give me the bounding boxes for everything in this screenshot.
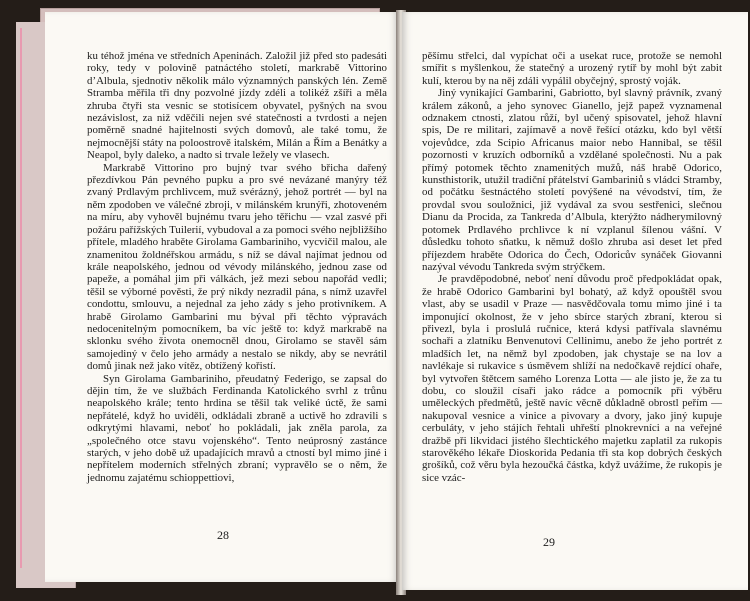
right-paragraph-2: Jiný vynikající Gambarini, Gabriotto, byl slavný právník, zvaný králem zákonů, a jeho synovec Gianello, jejž papež vyznamenal odznakem ctnosti, zlatou růží, byl učený spisovatel, jehož hlavní spis, De re militari, zajímavě a nově řešící otázku, kdo byl větší vojevůdce, zda Scipio Africanus maior nebo Hannibal, se těšil pozornosti v kruzích odborníků a vzdělané společnosti. Nu a pak přímý potomek těchto znamenitých mužů, náš hrabě Odorico, kunsthistorik, utužil tradiční přátelství Gambariniů s vládci Stramby, od počátku šestnáctého století povýšené na vévodství, tím, že provdal svou souložnici, již vydával za svou sestřenici, slečnou Dianu da Procida, za Tankreda d’Albula, kterýžto nádherymilovný potomek Prdlavého prchlivce k ní vzplanul šílenou vášní. V důsledku tohoto sňatku, k němuž došlo zhruba asi deset let před příjezdem hraběte Odorica do Čech, Odoricův synáček Giovanni nazýval vévodu Tankreda svým strýčkem. — [422, 87, 722, 273]
left-paragraph-3: Syn Girolama Gambariniho, přeudatný Federigo, se zapsal do dějin tím, že ve službách Ferdinanda Katolického svrhl z trůnu neapolského krále; tento hrdina se těšil tak veliké úctě, že sami nepřátelé, když ho uviděli, odkládali zbraně a uctivě ho zdravili s odkrytými hlavami, neboť ho pokládali, jak zněla parola, za „společného otce stavu vojenského“. Tento neúprosný zastánce starých, v jeho době už upadajících mravů a ctností byl mimo jiné i nepřítelem moderních střelných zbraní; vypravělo se o něm, že jednomu zajatému schioppettiovi, — [87, 372, 387, 484]
right-paragraph-1: pěšímu střelci, dal vypíchat oči a usekat ruce, protože se nemohl smířit s myšlenkou, že statečný a urozený rytíř by mohl být zabit kulí, kterou by na něj zdáli vypálil obyčejný, sprostý voják. — [422, 50, 722, 87]
left-page-text — [87, 50, 387, 484]
cover-pink-border — [20, 28, 26, 568]
right-page-number: 29 — [543, 535, 555, 549]
left-page-number: 28 — [217, 528, 229, 542]
right-page — [402, 12, 748, 590]
right-page-text — [422, 50, 722, 484]
left-paragraph-2: Markrabě Vittorino pro bujný tvar svého břicha dařený přezdívkou Pán pevného pupku a pro své nevázané manýry též zvaný Prdlavým prchlivcem, muž svérázný, jehož portrét — byl na něm zpodoben ve válečné zbroji, v milánském krunýři, zhotoveném na míru, aby vyhověl bujnému tvaru jeho těřichu — vzal zasvé při požáru pařížských Tuilerií, vybudoval a za pomoci svého nejbližšího přítele, mladého hraběte Girolama Gambariniho, vycvičil malou, ale znamenitou žoldnéřskou armádu, s níž se dával najímat jednou od krále neapolského, jednou od vévody milánského, jednou zase od papeže, a pomáhal jim při válkách, jež mezi sebou napořád vedli; těšil se výborné pověsti, že prý nikdy nezradil pána, s nímž uzavřel condottu, smlouvu, a nejednal za jeho zády s jeho protivníkem. A hrabě Girolamo Gambarini mu býval při těchto výpravách nedocenitelným pomocníkem, ba víc ještě to: když markrabě na sklonku svého života onemocněl dnou, Girolamo se stavěl sám samojediný v čelo jeho armády a nestalo se nikdy, aby se nevrátil domů jinak než jako vítěz, obtížený kořistí. — [87, 161, 387, 373]
left-paragraph-1: ku téhož jména ve středních Apeninách. Založil již před sto padesáti roky, tedy v polovině patnáctého století, markrabě Vittorino d’Albula, sjednotiv několik málo významných panských lén. Země Stramba měřila tři dny pozvolné jízdy zdéli a tolikéž zšíři a měla zhruba čtyři sta vesnic se stotisícem obyvatel, pyšných na svou nezávislost, za niž vděčili nejen své statečnosti a tvrdosti a nejen poměrně snadné hajitelnosti svých domovů, ale také tomu, že nejmocnější státy na poloostrově italském, Milán a Řím a Benátky a Neapol, byly daleko, a nadto si trvale ležely ve vlasech. — [87, 50, 387, 162]
right-paragraph-3: Je pravděpodobné, neboť není důvodu proč předpokládat opak, že hrabě Odorico Gambarini byl bohatý, až když opouštěl svou vlast, aby se usadil v Praze — nasvědčovala tomu mimo jiné i ta imponující okolnost, že v jeho sbírce starých zbraní, kterou si přivezl, byla i proslulá ručnice, která kdysi patřívala slavnému sochaři a zlatníku Benvenutovi Cellinimu, anebo že jeho portrét z mladších let, na němž byl zpodoben, jak chystaje se na lov a navlékaje si rukavice s úsměvem shlíží na nedočkavě rejdící ohaře, byl vytvořen štětcem samého Lorenza Lotta — ale jisto je, že za tu dobu, co sloužil císaři jako rádce a pomocník při výběru uměleckých předmětů, ještě navíc věcně důkladně obrostl peřím — nakupoval vesnice a vinice a pivovary a dvory, jako jiný kupuje cerbuláty, v jeho stájích řehtali uhřeští plnokrevníci a na veřejné dražbě při likvidaci jistého šlechtického majetku zaplatil za rukopis starověkého lékaře Dioskorida Pedania tři sta kop dobrých českých grošíků, což věru byla hezoučká částka, když uvážíme, že rukopis je sice vzác- — [422, 273, 722, 484]
left-page — [45, 12, 398, 582]
